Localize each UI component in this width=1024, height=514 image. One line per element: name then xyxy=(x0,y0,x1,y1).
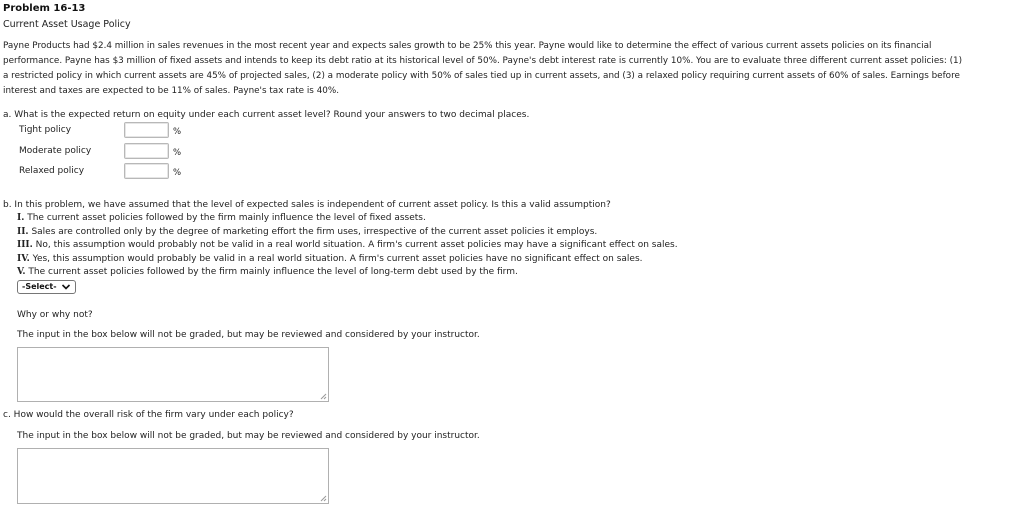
option-text: Yes, this assumption would probably be valid in a real world situation. A firm's current asset policies have no significant effect on sales. xyxy=(32,254,643,264)
tight-policy-input[interactable] xyxy=(124,122,169,138)
relaxed-policy-input[interactable] xyxy=(124,163,169,179)
intro-line: interest and taxes are expected to be 11% of sales. Payne's tax rate is 40%. xyxy=(3,86,340,96)
intro-line: performance. Payne has $3 million of fixed assets and intends to keep its debt ratio at its historical level of 50%. Payne's debt interest rate is currently 10%. You are to evaluate three different current asset policies: (1) xyxy=(3,56,963,66)
option-text: The current asset policies followed by the firm mainly influence the level of long-term debt used by the firm. xyxy=(28,267,518,277)
moderate-policy-label: Moderate policy xyxy=(19,146,92,156)
part-c-answer-textarea[interactable] xyxy=(17,448,329,504)
chevron-down-icon xyxy=(61,282,71,292)
resize-grip-icon[interactable] xyxy=(319,392,327,400)
option-text: No, this assumption would probably not be valid in a real world situation. A firm's current asset policies may have a significant effect on sales. xyxy=(35,240,678,250)
part-b-note: The input in the box below will not be graded, but may be reviewed and considered by your instructor. xyxy=(17,330,480,340)
part-c-question: c. How would the overall risk of the firm vary under each policy? xyxy=(3,410,294,420)
option-ii xyxy=(17,227,597,237)
option-text: Sales are controlled only by the degree of marketing effort the firm uses, irrespective of the current asset policies it employs. xyxy=(31,227,598,237)
option-number: II. xyxy=(17,227,29,237)
why-label: Why or why not? xyxy=(17,310,93,320)
option-i xyxy=(17,213,426,223)
problem-subtitle: Current Asset Usage Policy xyxy=(3,19,131,30)
percent-unit: % xyxy=(173,127,182,137)
option-text: The current asset policies followed by the firm mainly influence the level of fixed assets. xyxy=(27,213,426,223)
tight-policy-label: Tight policy xyxy=(19,125,72,135)
part-a-question: a. What is the expected return on equity under each current asset level? Round your answers to two decimal places. xyxy=(3,110,530,120)
option-number: I. xyxy=(17,213,25,223)
option-v xyxy=(17,267,518,277)
part-b-answer-textarea[interactable] xyxy=(17,347,329,402)
intro-paragraph xyxy=(3,39,962,99)
problem-title: Problem 16-13 xyxy=(3,3,86,14)
moderate-policy-input[interactable] xyxy=(124,143,169,159)
percent-unit: % xyxy=(173,168,182,178)
intro-line: a restricted policy in which current assets are 45% of projected sales, (2) a moderate policy with 50% of sales tied up in current assets, and (3) a relaxed policy requiring current assets of 60% of sales. Earnings before xyxy=(3,71,960,81)
option-number: V. xyxy=(17,267,26,277)
relaxed-policy-label: Relaxed policy xyxy=(19,166,85,176)
option-number: IV. xyxy=(17,254,30,264)
option-iv xyxy=(17,254,643,264)
percent-unit: % xyxy=(173,148,182,158)
option-iii xyxy=(17,240,678,250)
intro-line: Payne Products had $2.4 million in sales revenues in the most recent year and expects sales growth to be 25% this year. Payne would like to determine the effect of various current assets policies on its financial xyxy=(3,41,932,51)
resize-grip-icon[interactable] xyxy=(319,494,327,502)
part-c-note: The input in the box below will not be graded, but may be reviewed and considered by your instructor. xyxy=(17,431,480,441)
select-value: -Select- xyxy=(22,282,57,291)
answer-select-dropdown[interactable] xyxy=(17,280,76,294)
part-b-question: b. In this problem, we have assumed that the level of expected sales is independent of current asset policy. Is this a valid assumption? xyxy=(3,200,611,210)
option-number: III. xyxy=(17,240,33,250)
